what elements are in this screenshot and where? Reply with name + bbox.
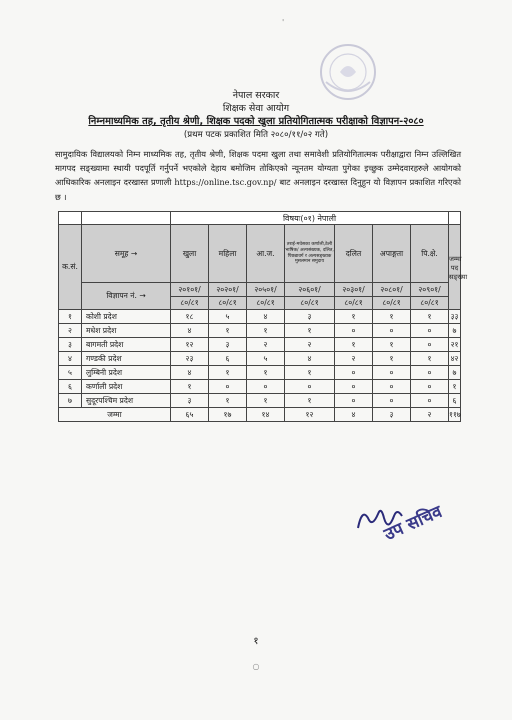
- post-count-cell: ०: [411, 380, 449, 394]
- vacancy-table: [58, 211, 468, 422]
- post-count-cell: १: [373, 310, 411, 324]
- province-name-cell: लुम्बिनी प्रदेश: [82, 366, 171, 380]
- post-count-cell: ४: [285, 352, 335, 366]
- application-url-link[interactable]: https://online.tsc.gov.np/: [174, 177, 277, 188]
- table-row: [59, 380, 461, 394]
- category-header-2: आ.ज.: [247, 225, 285, 283]
- top-mark: ꞌ: [282, 18, 285, 27]
- post-count-cell: ५: [209, 310, 247, 324]
- post-count-cell: १: [247, 366, 285, 380]
- serial-cell: ६: [59, 380, 82, 394]
- serial-cell: ५: [59, 366, 82, 380]
- post-count-cell: ०: [335, 324, 373, 338]
- post-count-cell: ०: [373, 380, 411, 394]
- province-name-cell: कर्णाली प्रदेश: [82, 380, 171, 394]
- ad-fiscal-year: ८०/८१: [300, 297, 319, 307]
- post-count-cell: १: [247, 324, 285, 338]
- post-count-cell: २: [335, 352, 373, 366]
- post-count-cell: ०: [411, 394, 449, 408]
- total-label: जम्मा: [59, 408, 171, 422]
- total-row: [59, 408, 461, 422]
- post-count-cell: ४: [171, 324, 209, 338]
- ad-code: २०१०१/: [171, 284, 208, 297]
- row-total-cell: १: [449, 380, 461, 394]
- post-count-cell: १: [285, 366, 335, 380]
- category-header-1: महिला: [209, 225, 247, 283]
- serial-cell: २: [59, 324, 82, 338]
- post-count-cell: १८: [171, 310, 209, 324]
- column-total-cell: ३: [373, 408, 411, 422]
- column-total-cell: १४: [247, 408, 285, 422]
- bottom-mark: ○: [252, 662, 260, 671]
- column-total-cell: ६५: [171, 408, 209, 422]
- post-count-cell: १: [411, 310, 449, 324]
- ad-number-cell: [247, 283, 285, 310]
- post-count-cell: २: [247, 338, 285, 352]
- post-count-cell: १: [209, 324, 247, 338]
- row-total-cell: ६: [449, 394, 461, 408]
- category-header-3: तराई-मधेसका कर्णाली,ठेली भाषिक/ अल्पसंख्यक, दलित, पिछडावर्ग र अल्पसङ्ख्यक मुसलमान समुदाय: [285, 225, 335, 283]
- post-count-cell: ०: [411, 338, 449, 352]
- ad-number-label: विज्ञापन नं. →: [82, 283, 171, 310]
- post-count-cell: ४: [171, 366, 209, 380]
- post-count-cell: ३: [285, 310, 335, 324]
- ad-code: २०८०१/: [373, 284, 410, 297]
- serial-cell: १: [59, 310, 82, 324]
- post-count-cell: ०: [411, 366, 449, 380]
- ad-fiscal-year: ८०/८१: [218, 297, 237, 307]
- notice-paragraph: [55, 147, 461, 204]
- post-count-cell: १: [335, 310, 373, 324]
- post-count-cell: १: [335, 338, 373, 352]
- ad-fiscal-year: ८०/८१: [420, 297, 439, 307]
- paragraph-text-b: बाट अनलाइन दरखास्त दिनुहुन यो विज्ञापन प्रकाशित गरिएको छ ।: [55, 177, 461, 202]
- ad-fiscal-year: ८०/८१: [344, 297, 363, 307]
- serial-cell: ४: [59, 352, 82, 366]
- ad-number-cell: [209, 283, 247, 310]
- post-count-cell: ६: [209, 352, 247, 366]
- post-count-cell: ३: [209, 338, 247, 352]
- page-number: १: [253, 636, 259, 647]
- post-count-cell: ०: [285, 380, 335, 394]
- notice-subtitle: (प्रथम पटक प्रकाशित मिति २०८०/११/०२ गते): [183, 130, 329, 140]
- post-count-cell: १: [411, 352, 449, 366]
- post-count-cell: ०: [373, 394, 411, 408]
- post-count-cell: १: [209, 394, 247, 408]
- province-name-cell: मधेश प्रदेश: [82, 324, 171, 338]
- serial-column-header: क.सं.: [59, 225, 82, 310]
- post-count-cell: ०: [247, 380, 285, 394]
- ad-fiscal-year: ८०/८१: [180, 297, 199, 307]
- ad-fiscal-year: ८०/८१: [256, 297, 275, 307]
- notice-title: निम्नमाध्यमिक तह, तृतीय श्रेणी, शिक्षक पदको खुला प्रतियोगितात्मक परीक्षाको विज्ञापन-२०८०: [88, 116, 424, 127]
- row-total-cell: ७: [449, 366, 461, 380]
- group-column-header: समूह →: [82, 225, 171, 283]
- column-total-cell: २: [411, 408, 449, 422]
- category-header-5: अपाङ्गता: [373, 225, 411, 283]
- serial-cell: ३: [59, 338, 82, 352]
- row-total-cell: २१: [449, 338, 461, 352]
- category-header-4: दलित: [335, 225, 373, 283]
- post-count-cell: ३: [171, 394, 209, 408]
- row-total-cell: ४२: [449, 352, 461, 366]
- blank-cell: [82, 212, 171, 225]
- ad-number-cell: [171, 283, 209, 310]
- category-header-0: खुला: [171, 225, 209, 283]
- ad-code: २०५०१/: [247, 284, 284, 297]
- category-header-6: पि.क्षे.: [411, 225, 449, 283]
- ad-code: २०६०१/: [285, 284, 334, 297]
- province-name-cell: सुदूरपश्चिम प्रदेश: [82, 394, 171, 408]
- post-count-cell: १: [285, 324, 335, 338]
- post-count-cell: ०: [335, 366, 373, 380]
- signatory-designation: उप सचिव: [381, 501, 446, 546]
- grand-total-cell: ११७: [449, 408, 461, 422]
- table-row: [59, 394, 461, 408]
- post-count-cell: १: [209, 366, 247, 380]
- post-count-cell: १: [247, 394, 285, 408]
- ad-number-cell: [411, 283, 449, 310]
- table-row: [59, 310, 461, 324]
- column-total-cell: ४: [335, 408, 373, 422]
- paragraph-text-a: सामुदायिक विद्यालयको निम्न माध्यमिक तह, तृतीय श्रेणी, शिक्षक पदमा खुला तथा समावेशी प्रतियोगितात्मक परीक्षाद्वारा निम्न उल्लिखित मागपद सङ्ख्यामा स्थायी पदपूर्ति गर्नुपर्ने भएकोले देहाय बमोजिम तोकिएको न्यूनतम योग्यता पुगेका इच्छुक उम्मेदवारहरुले आयोगको आधिकारिक अनलाइन दरखास्त प्रणाली: [55, 149, 461, 188]
- row-total-cell: ३३: [449, 310, 461, 324]
- ad-code: २०९०१/: [411, 284, 448, 297]
- row-total-cell: ७: [449, 324, 461, 338]
- province-name-cell: कोशी प्रदेश: [82, 310, 171, 324]
- post-count-cell: २३: [171, 352, 209, 366]
- post-count-cell: ०: [335, 380, 373, 394]
- post-count-cell: १: [285, 394, 335, 408]
- ad-fiscal-year: ८०/८१: [382, 297, 401, 307]
- ad-code: २०३०१/: [335, 284, 372, 297]
- post-count-cell: १: [171, 380, 209, 394]
- post-count-cell: ०: [373, 366, 411, 380]
- province-name-cell: गण्डकी प्रदेश: [82, 352, 171, 366]
- post-count-cell: ०: [335, 394, 373, 408]
- subject-heading: विषयः(०१) नेपाली: [171, 212, 449, 225]
- post-count-cell: १२: [171, 338, 209, 352]
- post-count-cell: ०: [209, 380, 247, 394]
- column-total-cell: १७: [209, 408, 247, 422]
- table-row: [59, 352, 461, 366]
- header-government: नेपाल सरकार: [232, 90, 280, 101]
- column-total-cell: १२: [285, 408, 335, 422]
- province-name-cell: बागमती प्रदेश: [82, 338, 171, 352]
- ad-number-cell: [335, 283, 373, 310]
- table-row: [59, 338, 461, 352]
- ad-number-cell: [285, 283, 335, 310]
- post-count-cell: २: [285, 338, 335, 352]
- post-count-cell: ०: [373, 324, 411, 338]
- ad-number-cell: [373, 283, 411, 310]
- ad-code: २०२०१/: [209, 284, 246, 297]
- table-row: [59, 366, 461, 380]
- header-commission: शिक्षक सेवा आयोग: [222, 103, 290, 114]
- table-row: [59, 324, 461, 338]
- total-posts-column-header: जम्मा पद सङ्ख्या: [449, 225, 461, 310]
- blank-cell: [59, 212, 82, 225]
- post-count-cell: १: [373, 352, 411, 366]
- post-count-cell: ४: [247, 310, 285, 324]
- serial-cell: ७: [59, 394, 82, 408]
- blank-cell: [449, 212, 461, 225]
- post-count-cell: ५: [247, 352, 285, 366]
- post-count-cell: ०: [411, 324, 449, 338]
- post-count-cell: १: [373, 338, 411, 352]
